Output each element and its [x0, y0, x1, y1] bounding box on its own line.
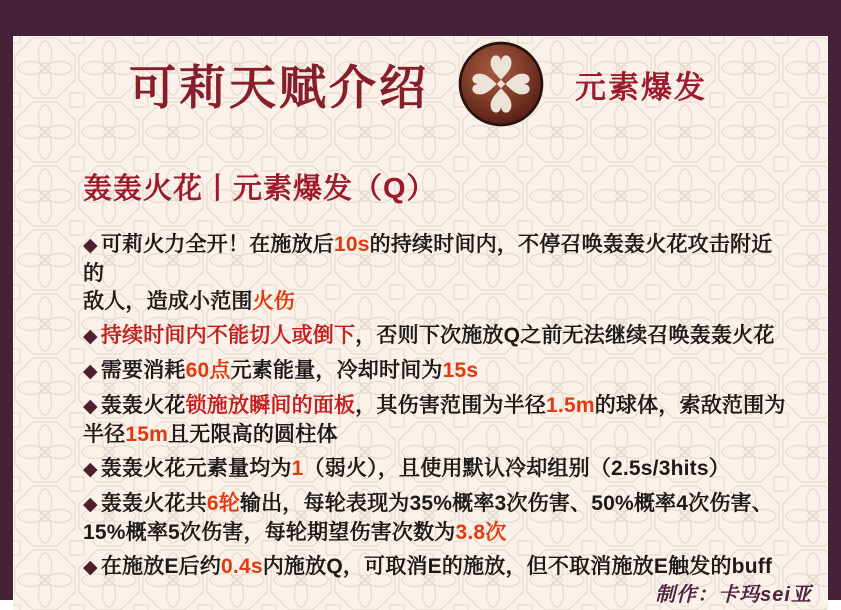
diamond-bullet-icon: ◆: [83, 396, 98, 417]
bullet-emphasis: 10s: [334, 233, 370, 256]
bullet-text: 敌人，造成小范围: [83, 290, 253, 313]
skill-type-label: 元素爆发: [575, 69, 707, 105]
bullet-list: [83, 231, 789, 582]
bullet-text: ，其伤害范围为半径: [355, 394, 547, 417]
credit-text: 制作：卡玛sei亚: [655, 584, 812, 606]
bullet-emphasis: 60点: [185, 359, 231, 382]
bullet-text: （弱火），且使用默认冷却组别（2.5s/3hits）: [303, 457, 730, 480]
bullet-emphasis: 1: [291, 457, 304, 480]
bullet-text: 轰轰火花元素量均为: [100, 457, 292, 480]
bullet-text: 15%概率5次伤害，每轮期望伤害次数为: [83, 521, 456, 544]
bullet-item: [83, 490, 789, 547]
bullet-emphasis: 3.8次: [455, 521, 507, 544]
bullet-emphasis: 持续时间内不能切人或倒下: [100, 324, 356, 347]
bullet-text: 轰轰火花: [100, 394, 186, 417]
poster-content: [13, 36, 828, 610]
bullet-text: 元素能量，冷却时间为: [230, 359, 443, 382]
diamond-bullet-icon: ◆: [83, 557, 98, 578]
bullet-emphasis: 1.5m: [546, 394, 595, 417]
bullet-text: 在施放E后约: [100, 555, 222, 578]
bullet-text: 需要消耗: [100, 359, 186, 382]
bullet-text: 的持续时间内，不停召唤轰轰火花攻击附近的: [83, 233, 773, 285]
bullet-text: 半径: [83, 423, 126, 446]
diamond-bullet-icon: ◆: [83, 235, 98, 256]
bullet-item: [83, 455, 789, 484]
clover-elemental-burst-icon: [455, 38, 547, 130]
bullet-item: [83, 392, 789, 449]
bullet-emphasis: 15m: [125, 423, 169, 446]
bullet-text: 轰轰火花共: [100, 492, 207, 515]
bullet-emphasis: 火伤: [252, 290, 296, 313]
bullet-text: 的球体，索敌范围为: [594, 394, 786, 417]
poster-canvas: [13, 36, 828, 610]
diamond-bullet-icon: ◆: [83, 459, 98, 480]
bullet-text: 输出，每轮表现为35%概率3次伤害、50%概率4次伤害、: [239, 492, 773, 515]
section-heading: 轰轰火花丨元素爆发（Q）: [83, 173, 437, 205]
bullet-item: [83, 322, 789, 351]
bullet-text: 且无限高的圆柱体: [168, 423, 338, 446]
bullet-emphasis: 锁施放瞬间的面板: [185, 394, 356, 417]
bullet-emphasis: 0.4s: [221, 555, 263, 578]
diamond-bullet-icon: ◆: [83, 494, 98, 515]
bullet-item: [83, 231, 789, 316]
bullet-text: ，否则下次施放Q之前无法继续召唤轰轰火花: [355, 324, 775, 347]
page-title: 可莉天赋介绍: [129, 62, 429, 115]
header: [129, 36, 798, 132]
bullet-text: 内施放Q，可取消E的施放，但不取消施放E触发的buff: [262, 555, 773, 578]
bullet-text: 可莉火力全开！在施放后: [100, 233, 335, 256]
bullet-item: [83, 357, 789, 386]
diamond-bullet-icon: ◆: [83, 326, 98, 347]
bullet-emphasis: 6轮: [206, 492, 240, 515]
diamond-bullet-icon: ◆: [83, 361, 98, 382]
bullet-emphasis: 15s: [442, 359, 479, 382]
